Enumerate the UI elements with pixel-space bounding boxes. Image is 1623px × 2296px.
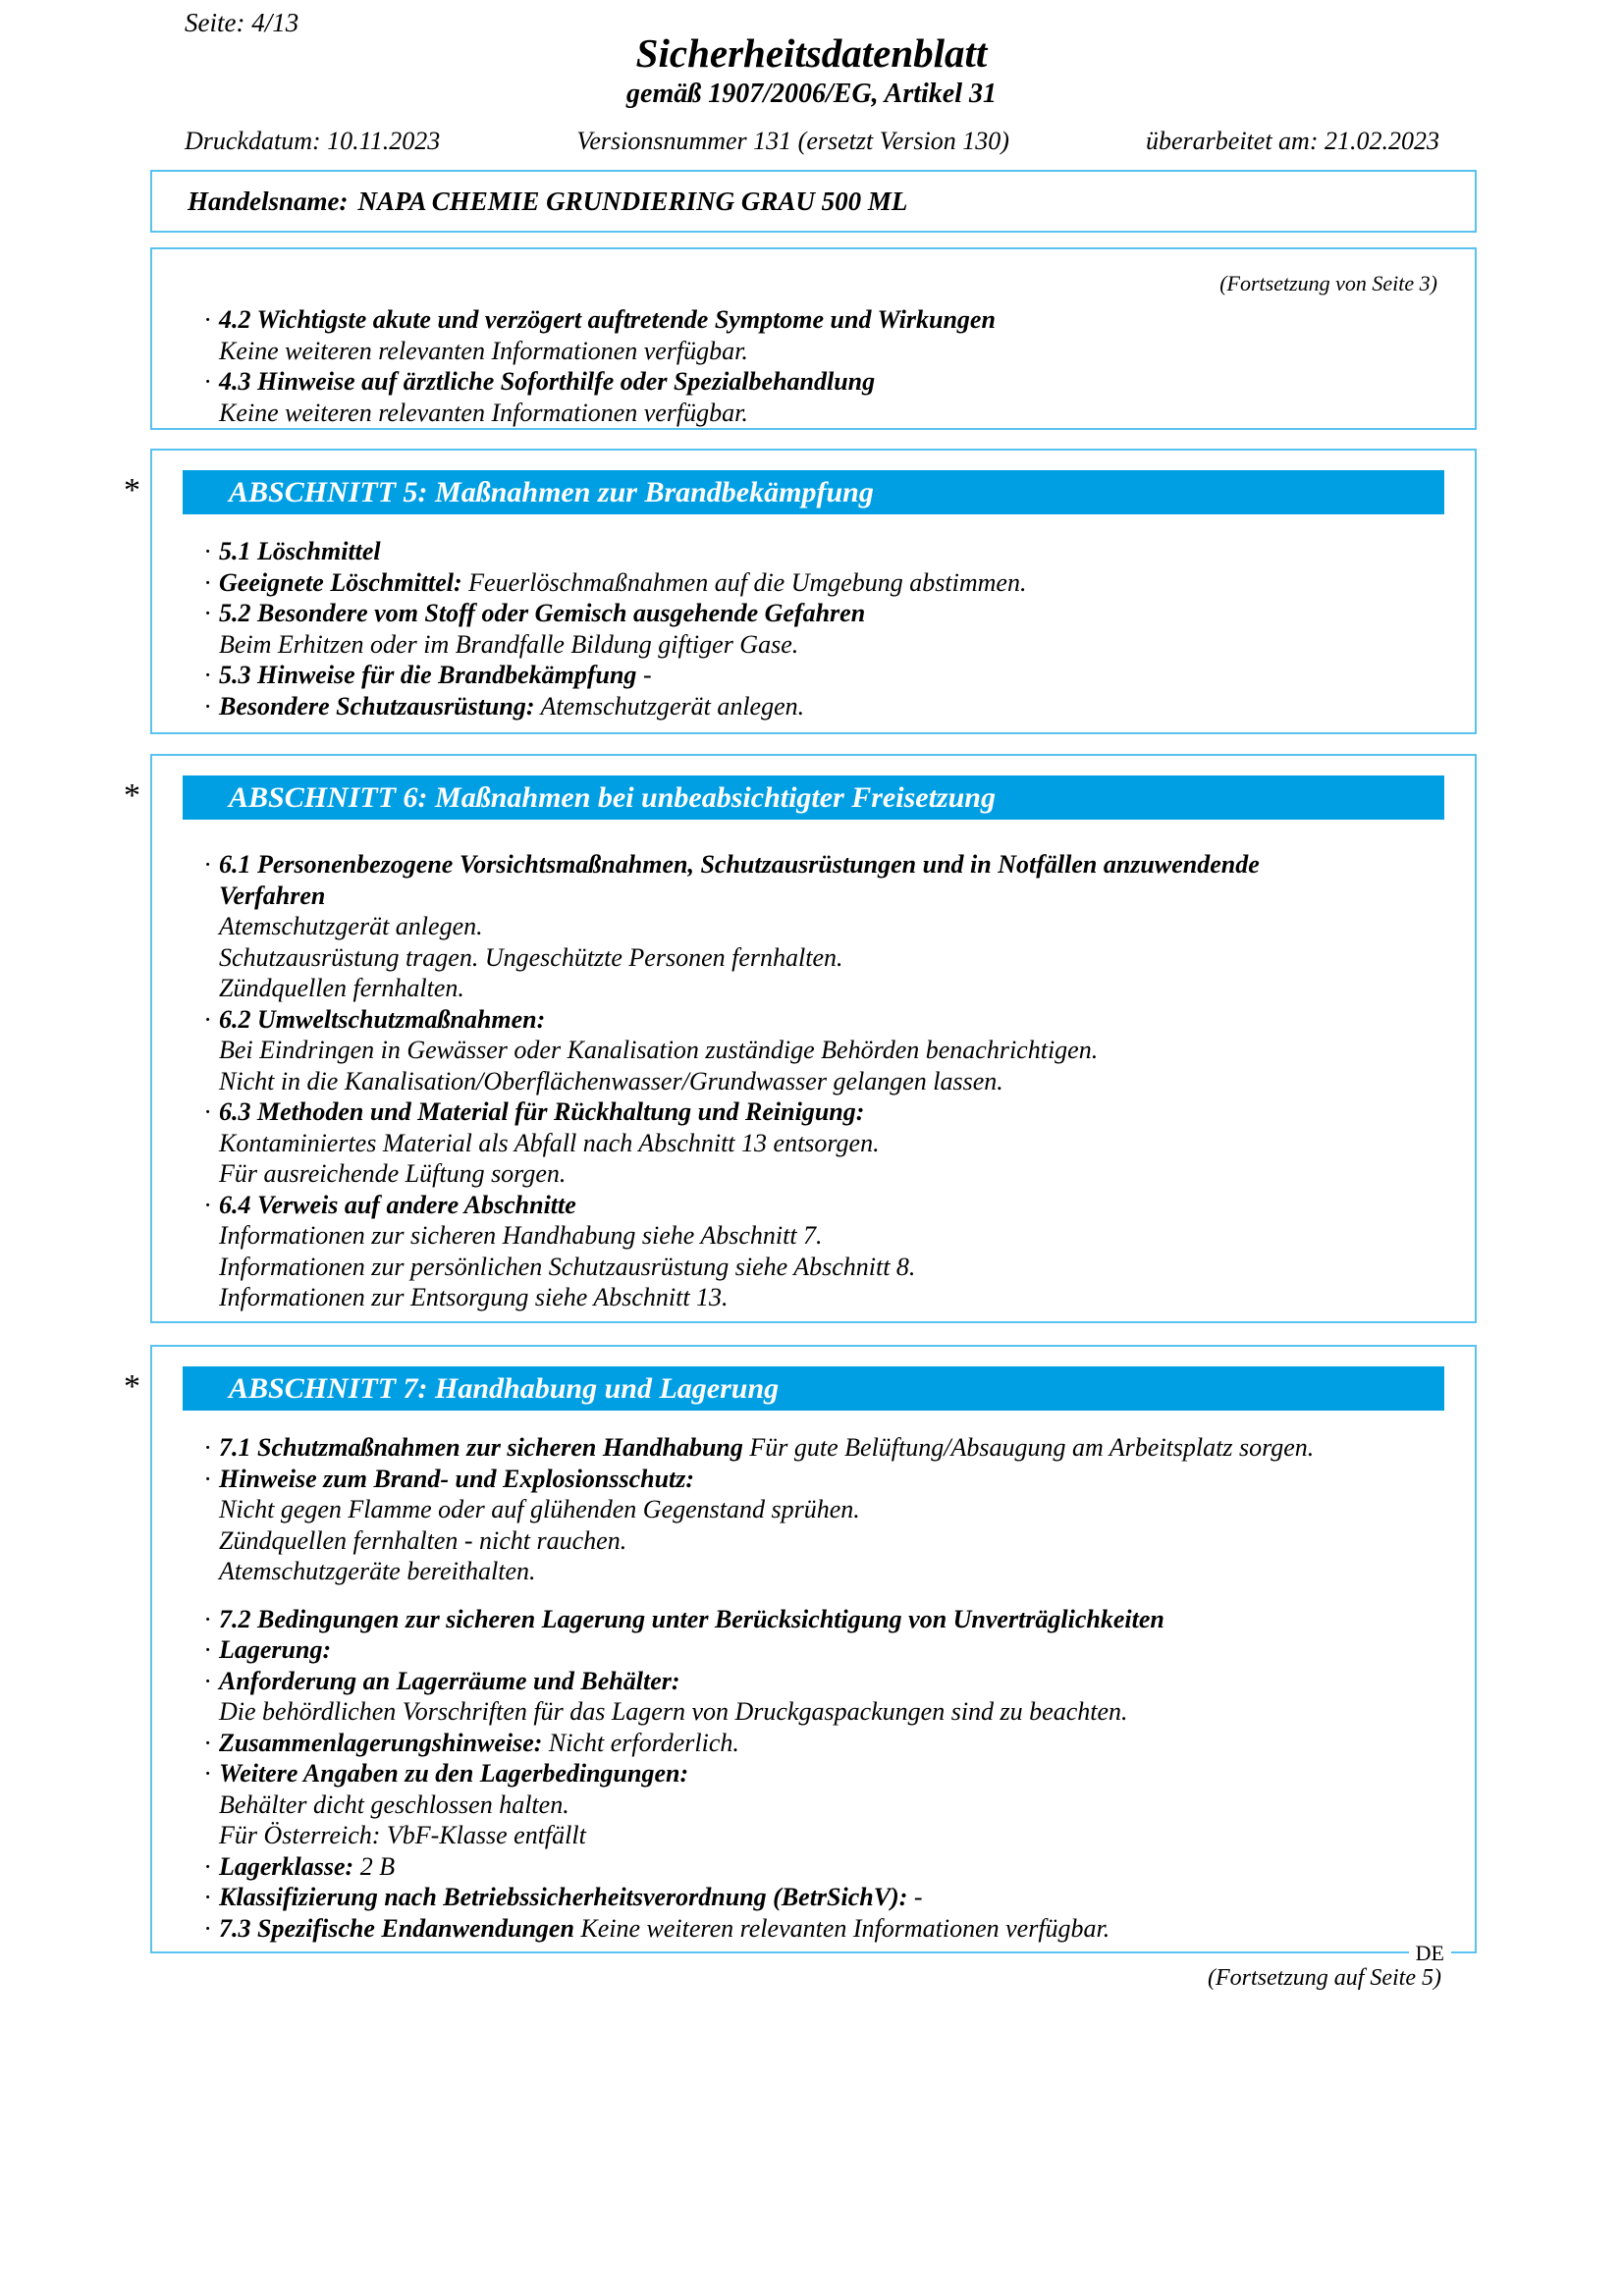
doc-line-bold-text: 6.4 Verweis auf andere Abschnitte (219, 1190, 576, 1219)
doc-line (152, 1464, 1475, 1495)
trade-name-box (150, 170, 1477, 233)
section-header-bar: ABSCHNITT 7: Handhabung und Lagerung (183, 1366, 1444, 1411)
doc-line: Atemschutzgeräte bereithalten. (219, 1557, 536, 1585)
doc-line (152, 304, 1475, 336)
doc-line-bold-text: 4.3 Hinweise auf ärztliche Soforthilfe oder Spezialbehandlung (219, 367, 876, 396)
doc-line-bold-text: Lagerklasse: (219, 1851, 354, 1881)
doc-line: Für Österreich: VbF-Klasse entfällt (219, 1821, 586, 1849)
section-box-6 (124, 754, 1477, 1323)
section-5-rows (152, 536, 1475, 721)
doc-line-bold-text: Lagerung: (219, 1635, 332, 1664)
doc-line: · 5.3 Hinweise für die Brandbekämpfung - (204, 661, 652, 689)
doc-line (152, 598, 1475, 629)
language-code: DE (1409, 1941, 1451, 1966)
doc-line-bold-text: 6.1 Personenbezogene Vorsichtsmaßnahmen, Schutzausrüstungen und in Notfällen anzuwendende (219, 850, 1260, 879)
section-box-5 (124, 449, 1477, 734)
doc-line-bold-text: 6.2 Umweltschutzmaßnahmen: (219, 1004, 546, 1034)
doc-line-bold-text: Zusammenlagerungshinweise: (219, 1728, 543, 1757)
bullet-dot: · (204, 1759, 211, 1788)
doc-line (152, 849, 1475, 881)
doc-line-bold-text: 5.1 Löschmittel (219, 537, 381, 565)
doc-line-bold-text: Hinweise zum Brand- und Explosionsschutz: (219, 1464, 695, 1493)
doc-line-bold-text: Klassifizierung nach Betriebssicherheitsverordnung (BetrSichV): (219, 1883, 908, 1911)
bullet-dot: · (204, 691, 211, 721)
trade-name-value: NAPA CHEMIE GRUNDIERING GRAU 500 ML (357, 186, 908, 216)
doc-line: · Geeignete Löschmittel: Feuerlöschmaßnahmen auf die Umgebung abstimmen. (204, 567, 1027, 597)
document-meta-row (185, 127, 1439, 156)
section-box-4 (150, 247, 1477, 430)
doc-line: Schutzausrüstung tragen. Ungeschützte Personen fernhalten. (219, 942, 843, 972)
doc-line-bold-text: 4.2 Wichtigste akute und verzögert auftretende Symptome und Wirkungen (219, 305, 996, 334)
section-header-bar: ABSCHNITT 6: Maßnahmen bei unbeabsichtigter Freisetzung (183, 775, 1444, 820)
doc-line: Nicht gegen Flamme oder auf glühenden Gegenstand sprühen. (219, 1495, 860, 1523)
continuation-from-note: (Fortsetzung von Seite 3) (1219, 271, 1437, 295)
doc-line: Die behördlichen Vorschriften für das Lagern von Druckgaspackungen sind zu beachten. (219, 1697, 1128, 1726)
doc-line-bold-text: 7.1 Schutzmaßnahmen zur sicheren Handhabung (219, 1433, 743, 1462)
doc-line: Atemschutzgerät anlegen. (219, 912, 483, 940)
doc-line: Informationen zur persönlichen Schutzausrüstung siehe Abschnitt 8. (219, 1252, 916, 1281)
doc-line-bold-text: 7.3 Spezifische Endanwendungen (219, 1913, 574, 1943)
doc-line-bold-text: Verfahren (219, 881, 326, 910)
doc-line-bold-text: 6.3 Methoden und Material für Rückhaltung und Reinigung: (219, 1097, 865, 1126)
doc-line: · Lagerklasse: 2 B (204, 1851, 396, 1881)
doc-line: · Besondere Schutzausrüstung: Atemschutzgerät anlegen. (204, 691, 805, 721)
doc-line: Kontaminiertes Material als Abfall nach Abschnitt 13 entsorgen. (219, 1128, 880, 1157)
bullet-dot: · (204, 1604, 211, 1633)
doc-line (152, 881, 1475, 912)
bullet-dot: · (204, 661, 211, 689)
doc-line (152, 1666, 1475, 1697)
continuation-next-note: (Fortsetzung auf Seite 5) (1208, 1965, 1441, 1991)
doc-line: Informationen zur Entsorgung siehe Abschnitt 13. (219, 1283, 729, 1311)
section-header-bar: ABSCHNITT 5: Maßnahmen zur Brandbekämpfung (183, 470, 1444, 514)
bullet-dot: · (204, 567, 211, 597)
doc-line (152, 1604, 1475, 1635)
revision-star: * (124, 777, 140, 814)
doc-line: Zündquellen fernhalten - nicht rauchen. (219, 1525, 627, 1555)
bullet-dot: · (204, 1464, 211, 1493)
doc-line: Für ausreichende Lüftung sorgen. (219, 1159, 567, 1188)
doc-line-bold-text: Anforderung an Lagerräume und Behälter: (219, 1666, 680, 1695)
doc-line-bold-text: 5.2 Besondere vom Stoff oder Gemisch ausgehende Gefahren (219, 599, 866, 627)
doc-line-bold-text: Besondere Schutzausrüstung: (219, 691, 535, 721)
doc-line: Nicht in die Kanalisation/Oberflächenwasser/Grundwasser gelangen lassen. (219, 1066, 1003, 1095)
doc-line (152, 366, 1475, 398)
doc-line-bold-text: 5.3 Hinweise für die Brandbekämpfung (219, 661, 637, 689)
print-date: Druckdatum: 10.11.2023 (185, 127, 441, 155)
doc-line-bold-text: Geeignete Löschmittel: (219, 567, 462, 597)
doc-line: · 7.3 Spezifische Endanwendungen Keine weiteren relevanten Informationen verfügbar. (204, 1913, 1110, 1943)
doc-line (152, 1096, 1475, 1128)
document-subtitle: gemäß 1907/2006/EG, Artikel 31 (626, 79, 997, 109)
revision-star: * (124, 1368, 140, 1405)
bullet-dot: · (204, 1097, 211, 1126)
bullet-dot: · (204, 1883, 211, 1911)
section-box-7 (124, 1345, 1477, 1965)
doc-line: Bei Eindringen in Gewässer oder Kanalisation zuständige Behörden benachrichtigen. (219, 1036, 1099, 1064)
section-4-rows (152, 304, 1475, 428)
doc-line (152, 1004, 1475, 1036)
doc-line: Keine weiteren relevanten Informationen verfügbar. (219, 398, 748, 427)
bullet-dot: · (204, 1851, 211, 1881)
bullet-dot: · (204, 1666, 211, 1695)
doc-line (152, 1758, 1475, 1789)
trade-name-label: Handelsname: (188, 186, 349, 216)
doc-line: · Klassifizierung nach Betriebssicherheitsverordnung (BetrSichV): - (204, 1883, 923, 1911)
doc-line: Keine weiteren relevanten Informationen verfügbar. (219, 336, 748, 365)
doc-line: Beim Erhitzen oder im Brandfalle Bildung giftiger Gase. (219, 629, 799, 659)
doc-line: Behälter dicht geschlossen halten. (219, 1789, 569, 1819)
bullet-dot: · (204, 1190, 211, 1219)
bullet-dot: · (204, 367, 211, 396)
doc-line: Informationen zur sicheren Handhabung siehe Abschnitt 7. (219, 1221, 823, 1250)
doc-line (152, 536, 1475, 567)
doc-line (152, 1190, 1475, 1221)
bullet-dot: · (204, 305, 211, 334)
bullet-dot: · (204, 537, 211, 565)
doc-line: · 7.1 Schutzmaßnahmen zur sicheren Handhabung Für gute Belüftung/Absaugung am Arbeitsplatz sorgen. (204, 1433, 1315, 1462)
bullet-dot: · (204, 1728, 211, 1757)
bullet-dot: · (204, 1635, 211, 1664)
bullet-dot: · (204, 599, 211, 627)
bullet-dot: · (204, 1913, 211, 1943)
bullet-dot: · (204, 1433, 211, 1462)
revision-date: überarbeitet am: 21.02.2023 (1146, 127, 1439, 155)
doc-line-bold-text: 7.2 Bedingungen zur sicheren Lagerung unter Berücksichtigung von Unverträglichkeiten (219, 1604, 1164, 1633)
page-number-label: Seite: 4/13 (185, 8, 299, 37)
section-6-rows (152, 849, 1475, 1313)
doc-line (152, 1634, 1475, 1666)
doc-line: Zündquellen fernhalten. (219, 974, 464, 1002)
bullet-dot: · (204, 850, 211, 879)
section-7-rows (152, 1432, 1475, 1944)
doc-line-bold-text: Weitere Angaben zu den Lagerbedingungen: (219, 1759, 689, 1788)
bullet-dot: · (204, 1004, 211, 1034)
document-title: Sicherheitsdatenblatt (635, 30, 988, 76)
doc-line: · Zusammenlagerungshinweise: Nicht erforderlich. (204, 1728, 739, 1757)
version-number: Versionsnummer 131 (ersetzt Version 130) (576, 127, 1009, 155)
revision-star: * (124, 472, 140, 508)
